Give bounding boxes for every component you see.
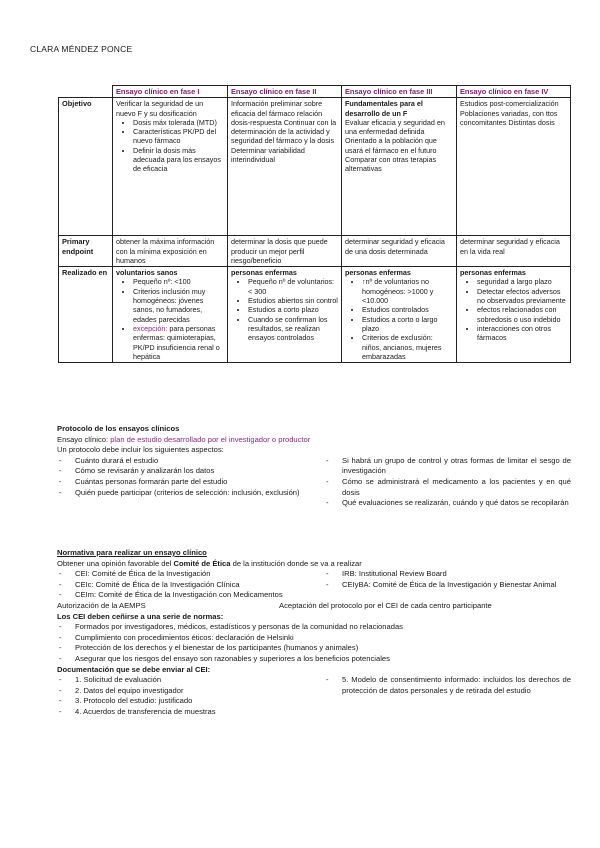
cell-primary-f1: obtener la máxima información con la mínima exposición en humanos (113, 236, 228, 267)
column-right (324, 456, 571, 509)
cell-objetivo-f3 (342, 98, 457, 236)
table-row-realizado (59, 267, 571, 363)
author-name: CLARA MÉNDEZ PONCE (30, 44, 133, 54)
list-item: • Estudios controlados (362, 305, 453, 314)
list-item: - 3. Protocolo del estudio: justificado (57, 696, 304, 707)
list-item: • Características PK/PD del nuevo fármaco (133, 127, 224, 146)
list-item: • Criterios de exclusión: niños, ancianos, mujeres embarazadas (362, 333, 453, 361)
section-heading: Normativa para realizar un ensayo clínico (57, 548, 207, 557)
normativa-section (57, 548, 571, 718)
intro-part: Obtener una opinión favorable del (57, 558, 174, 568)
list-item: • Pequeño nº de voluntarios: < 300 (248, 277, 338, 296)
section-heading: Protocolo de los ensayos clínicos (57, 424, 180, 433)
dash-list (324, 456, 571, 509)
authorization-line (57, 601, 571, 612)
list-item: - Formados por investigadores, médicos, estadísticos y personas de la comunidad no relacionadas (57, 622, 571, 633)
list-item: - CEI: Comité de Ética de la Investigación (57, 569, 304, 580)
list-item: • Criterios inclusión muy homogéneos: jóvenes sanos, no fumadores, edades parecidas (133, 287, 224, 324)
dash-list (57, 569, 304, 601)
bullet-list (460, 277, 567, 342)
intro-text: Un protocolo debe incluir los siguientes aspectos: (57, 445, 224, 455)
corner-cell (59, 86, 113, 98)
intro-text (57, 559, 571, 570)
bullet-list (116, 277, 224, 361)
list-item: - 2. Datos del equipo investigador (57, 686, 304, 697)
definition (57, 435, 571, 446)
cell-text: Verificar la seguridad de un nuevo F y su dosificación (116, 99, 204, 118)
list-item: • Detectar efectos adversos no observados previamente (477, 287, 567, 306)
cell-bold-text: voluntarios sanos (116, 268, 178, 278)
list-item: - CEIm: Comité de Ética de la Investigación con Medicamentos (57, 590, 304, 601)
bullet-list (345, 277, 453, 361)
cell-bold-text: personas enfermas (460, 268, 526, 278)
list-item: - Cuánto durará el estudio (57, 456, 304, 467)
dash-list (57, 622, 571, 664)
two-columns (57, 569, 571, 601)
cell-realizado-f2 (228, 267, 342, 363)
list-item: - 4. Acuerdos de transferencia de muestras (57, 707, 304, 718)
column-left (57, 569, 304, 601)
two-columns (57, 675, 571, 717)
row-label-primary: Primary endpoint (59, 236, 113, 267)
cell-bold-text: personas enfermas (231, 268, 297, 278)
row-label-objetivo: Objetivo (59, 98, 113, 236)
table-row-primary (59, 236, 571, 267)
list-item: - Asegurar que los riesgos del ensayo son razonables y superiores a los beneficios potenciales (57, 654, 571, 665)
list-item: • Estudios a corto plazo (248, 305, 338, 314)
definition-label: Ensayo clínico: (57, 434, 109, 444)
list-item: - Qué evaluaciones se realizarán, cuándo y qué datos se recopilarán (324, 498, 571, 509)
list-item: - Cumplimiento con procedimientos éticos: declaración de Helsinki (57, 633, 571, 644)
cell-primary-f3: determinar seguridad y eficacia de una dosis determinada (342, 236, 457, 267)
cell-bold-text: personas enfermas (345, 268, 411, 278)
list-item: • efectos relacionados con sobredosis o uso indebido (477, 305, 567, 324)
list-item: - 5. Modelo de consentimiento informado: incluidos los derechos de protección de datos personales y de retirada del estudio (324, 675, 571, 696)
doc-heading: Documentación que se debe enviar al CEI: (57, 664, 211, 674)
list-item: • Pequeño nº: <100 (133, 277, 224, 286)
dash-list (57, 675, 304, 717)
list-item: - 1. Solicitud de evaluación (57, 675, 304, 686)
cell-primary-f2: determinar la dosis que puede producir un mejor perfil riesgo/beneficio (228, 236, 342, 267)
row-label-realizado: Realizado en (59, 267, 113, 363)
header-fase-3: Ensayo clínico en fase III (342, 86, 457, 98)
cell-text: Evaluar eficacia y seguridad en una enfermedad definida Orientado a la población que usará el fármaco en el futuro Comparar con otras terapias alternativas (345, 117, 445, 174)
list-item: • interacciones con otros fármacos (477, 324, 567, 343)
list-item: - Cómo se revisarán y analizarán los datos (57, 466, 304, 477)
list-item: - CEIc: Comité de Ética de la Investigación Clínica (57, 580, 304, 591)
column-left (57, 675, 304, 717)
list-item: • seguridad a largo plazo (477, 277, 567, 286)
table-header-row (59, 86, 571, 98)
list-item: • Cuando se confirman los resultados, se realizan ensayos controlados (248, 315, 338, 343)
list-item: - Protección de los derechos y el bienestar de los participantes (humanos y animales) (57, 643, 571, 654)
intro-bold: Comité de Ética (173, 558, 231, 568)
bullet-list (116, 118, 224, 174)
exception-text: para personas enfermas: quimioterapias, PK/PD insuficiencia renal o hepática (133, 323, 220, 361)
header-fase-2: Ensayo clínico en fase II (228, 86, 342, 98)
cell-objetivo-f1 (113, 98, 228, 236)
cell-realizado-f1 (113, 267, 228, 363)
bullet-list (231, 277, 338, 342)
list-item: - Cómo se administrará el medicamento a los pacientes y en qué dosis (324, 477, 571, 498)
intro-part: de la institución donde se va a realizar (230, 558, 362, 568)
column-right (324, 569, 571, 601)
cell-objetivo-f4: Estudios post-comercialización Poblaciones variadas, con ttos concomitantes Distintas dosis (457, 98, 571, 236)
list-item: • Dosis máx tolerada (MTD) (133, 118, 224, 127)
cell-bold-text: Fundamentales para el desarrollo de un F (345, 99, 423, 118)
header-fase-4: Ensayo clínico en fase IV (457, 86, 571, 98)
list-item: • ↑nº de voluntarios no homogéneos: >1000 y <10.000 (362, 277, 453, 305)
cell-realizado-f3 (342, 267, 457, 363)
column-right (324, 675, 571, 717)
list-item: - IRB: Institutional Review Board (324, 569, 571, 580)
header-fase-1: Ensayo clínico en fase I (113, 86, 228, 98)
aemps-text: Autorización de la AEMPS (57, 600, 146, 610)
list-item (133, 324, 224, 361)
cei-heading: Los CEI deben ceñirse a una serie de normas: (57, 611, 224, 621)
list-item: • Estudios a corto o largo plazo (362, 315, 453, 334)
list-item: • Estudios abiertos sin control (248, 296, 338, 305)
cell-objetivo-f2: Información preliminar sobre eficacia del fármaco relación dosis-respuesta Continuar con la determinación de la actividad y seguridad del fármaco y la dosis Determinar variabilidad interindividual (228, 98, 342, 236)
exception-label: excepción: (133, 323, 168, 333)
phases-table (58, 85, 571, 363)
cell-realizado-f4 (457, 267, 571, 363)
cell-primary-f4: determinar seguridad y eficacia en la vida real (457, 236, 571, 267)
dash-list (57, 456, 304, 498)
two-columns (57, 456, 571, 509)
list-item: - Cuántas personas formarán parte del estudio (57, 477, 304, 488)
list-item: • Definir la dosis más adecuada para los ensayos de eficacia (133, 146, 224, 174)
acceptance-text: Aceptación del protocolo por el CEI de cada centro participante (279, 600, 492, 610)
list-item: - Quién puede participar (criterios de selección: inclusión, exclusión) (57, 488, 304, 499)
list-item: - Si habrá un grupo de control y otras formas de limitar el sesgo de investigación (324, 456, 571, 477)
list-item: - CEIyBA: Comité de Ética de la Investigación y Bienestar Animal (324, 580, 571, 591)
protocolo-section (57, 424, 571, 509)
definition-text: plan de estudio desarrollado por el investigador o productor (110, 434, 311, 444)
dash-list (324, 675, 571, 696)
column-left (57, 456, 304, 509)
table-row-objetivo (59, 98, 571, 236)
dash-list (324, 569, 571, 590)
